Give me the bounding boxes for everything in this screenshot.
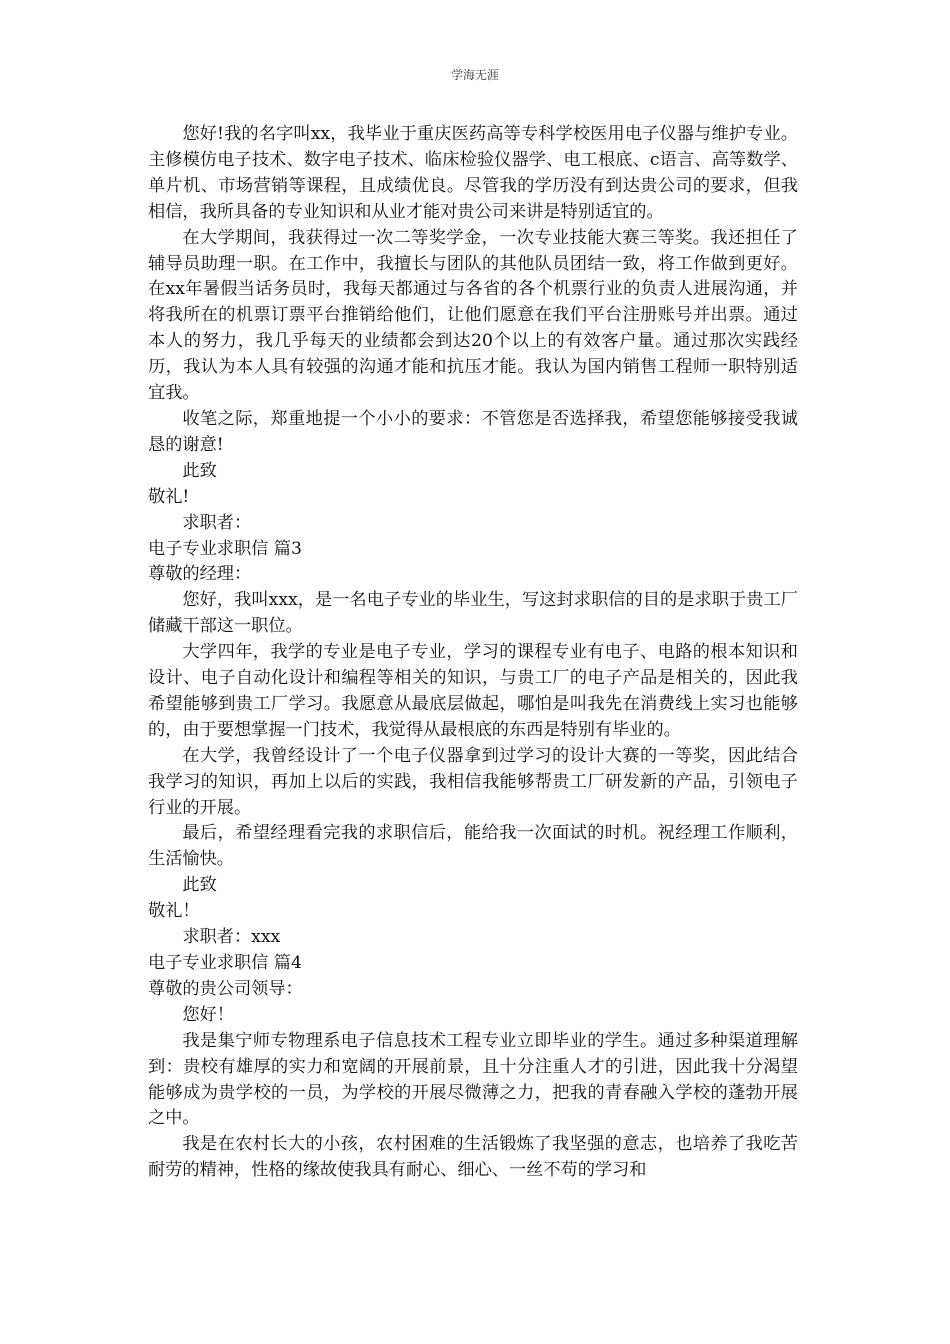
paragraph: 大学四年，我学的专业是电子专业，学习的课程专业有电子、电路的根本知识和设计、电子自动化设计和编程等相关的知识，与贵工厂的电子产品是相关的，因此我希望能够到贵工厂学习。我愿意从最底层做起，哪怕是叫我先在消费线上实习也能够的，由于要想掌握一门技术，我觉得从最根底的东西是特别有毕业的。 [148, 642, 798, 740]
greeting-line: 您好！ [182, 1004, 234, 1025]
paragraph: 您好!我的名字叫xx，我毕业于重庆医药高等专科学校医用电子仪器与维护专业。主修模仿电子技术、数字电子技术、临床检验仪器学、电工根底、c语言、高等数学、单片机、市场营销等课程，且成绩优良。尽管我的学历没有到达贵公司的要求，但我相信，我所具备的专业知识和从业才能对贵公司来讲是特别适宜的。 [148, 124, 798, 222]
paragraph: 您好，我叫xxx，是一名电子专业的毕业生，写这封求职信的目的是求职于贵工厂储藏干部这一职位。 [148, 590, 798, 637]
closing-line: 此致 [182, 875, 217, 896]
signature-line: 求职者：xxx [182, 927, 281, 948]
section-title: 电子专业求职信 篇4 [148, 953, 302, 973]
salutation-closing: 敬礼！ [148, 901, 200, 922]
paragraph: 收笔之际，郑重地提一个小小的要求：不管您是否选择我，希望您能够接受我诚恳的谢意! [148, 408, 798, 455]
section-title: 电子专业求职信 篇3 [148, 538, 302, 559]
letter-body [148, 122, 798, 1184]
paragraph: 在大学期间，我获得过一次二等奖学金，一次专业技能大赛三等奖。我还担任了辅导员助理一职。在工作中，我擅长与团队的其他队员团结一致，将工作做到更好。在xx年暑假当话务员时，我每天都通过与各省的各个机票行业的负责人进展沟通，并将我所在的机票订票平台推销给他们，让他们愿意在我们平台注册账号并出票。通过本人的努力，我几乎每天的业绩都会到达20个以上的有效客户量。通过那次实践经历，我认为本人具有较强的沟通才能和抗压才能。我认为国内销售工程师一职特别适宜我。 [148, 227, 798, 404]
paragraph: 在大学，我曾经设计了一个电子仪器拿到过学习的设计大赛的一等奖，因此结合我学习的知识，再加上以后的实践，我相信我能够帮贵工厂研发新的产品，引领电子行业的开展。 [148, 745, 798, 818]
paragraph: 我是在农村长大的小孩，农村困难的生活锻炼了我坚强的意志，也培养了我吃苦耐劳的精神，性格的缘故使我具有耐心、细心、一丝不苟的学习和 [148, 1134, 798, 1181]
closing-line: 此致 [182, 460, 217, 481]
signature-line: 求职者： [182, 512, 252, 533]
greeting: 尊敬的贵公司领导： [148, 978, 303, 999]
page-header: 学海无涯 [450, 68, 499, 82]
salutation-closing: 敬礼! [148, 486, 190, 507]
paragraph: 最后，希望经理看完我的求职信后，能给我一次面试的时机。祝经理工作顺利，生活愉快。 [148, 823, 798, 870]
paragraph: 我是集宁师专物理系电子信息技术工程专业立即毕业的学生。通过多种渠道理解到：贵校有雄厚的实力和宽阔的开展前景，且十分注重人才的引进，因此我十分渴望能够成为贵学校的一员，为学校的开展尽微薄之力，把我的青春融入学校的蓬勃开展之中。 [148, 1030, 798, 1129]
greeting: 尊敬的经理： [148, 564, 252, 585]
